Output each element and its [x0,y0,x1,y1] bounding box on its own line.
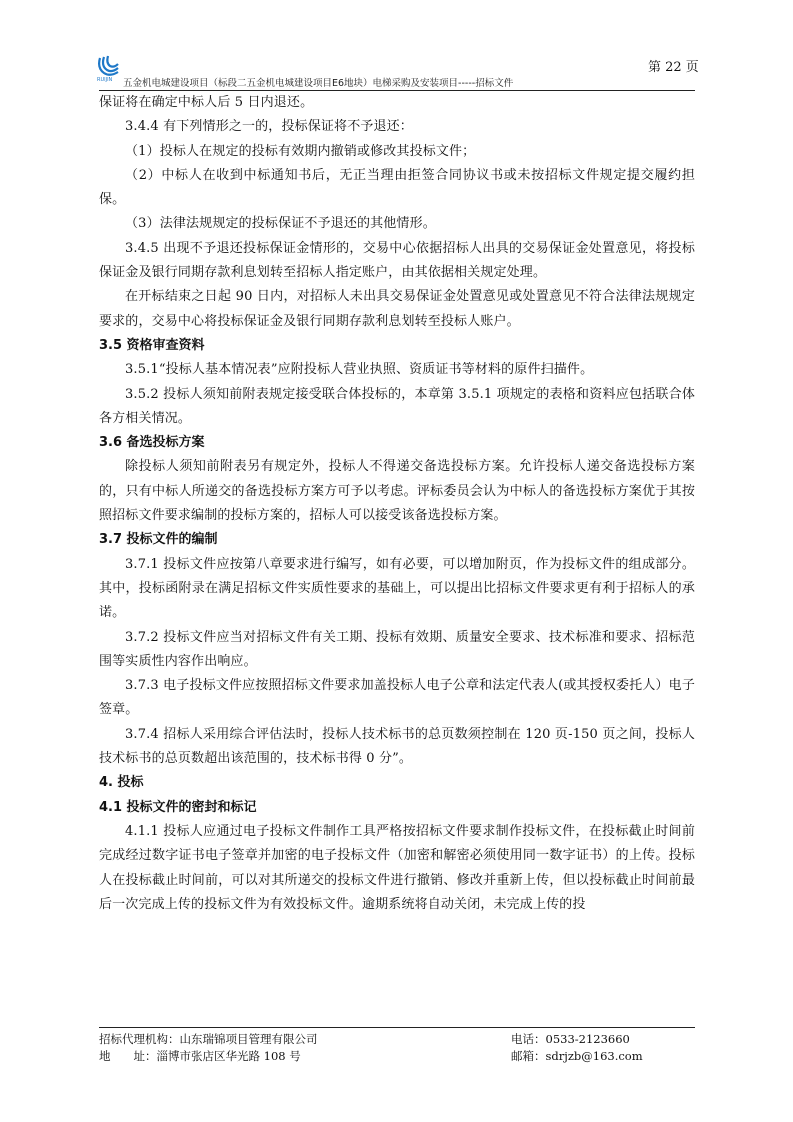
paragraph: 保证将在确定中标人后 5 日内退还。 [99,95,314,110]
paragraph: 在开标结束之日起 90 日内，对招标人未出具交易保证金处置意见或处置意见不符合法律法规规定要求的，交易中心将投标保证金及银行同期存款利息划转至投标人账户。 [99,289,695,329]
paragraph: 3.5.2 投标人须知前附表规定接受联合体投标的，本章第 3.5.1 项规定的表格和资料应包括联合体各方相关情况。 [99,386,695,426]
section-heading: 4. 投标 [99,775,144,791]
section-heading: 4.1 投标文件的密封和标记 [99,799,257,815]
document-header-title: 五金机电城建设项目（标段二五金机电城建设项目E6地块）电梯采购及安装项目-----招标文件 [123,78,514,89]
paragraph: 3.7.4 招标人采用综合评估法时，投标人技术标书的总页数须控制在 120 页-150 页之间，投标人技术标书的总页数超出该范围的，技术标书得 0 分”。 [99,726,695,767]
paragraph: 3.7.2 投标文件应当对招标文件有关工期、投标有效期、质量安全要求、技术标准和要求、招标范围等实质性内容作出响应。 [99,629,695,669]
section-heading: 3.7 投标文件的编制 [99,532,218,548]
company-logo-icon [96,54,122,82]
footer-email: 邮箱：sdrjzb@163.com [511,1049,643,1063]
footer-divider [99,1027,695,1028]
paragraph: 3.4.5 出现不予退还投标保证金情形的，交易中心依据招标人出具的交易保证金处置意见，将投标保证金及银行同期存款利息划转至招标人指定账户，由其依据相关规定处理。 [99,240,695,281]
section-heading: 3.5 资格审查资料 [99,337,205,353]
footer-address: 地 址：淄博市张店区华光路 108 号 [99,1049,301,1063]
footer-agency: 招标代理机构：山东瑞锦项目管理有限公司 [99,1032,318,1046]
document-body [99,91,695,917]
paragraph: 除投标人须知前附表另有规定外，投标人不得递交备选投标方案。允许投标人递交备选投标方案的，只有中标人所递交的备选投标方案方可予以考虑。评标委员会认为中标人的备选投标方案优于其按照招标文件要求编制的投标方案的，招标人可以接受该备选投标方案。 [99,459,695,524]
page-number: 第 22 页 [648,60,699,75]
paragraph: 4.1.1 投标人应通过电子投标文件制作工具严格按招标文件要求制作投标文件，在投标截止时间前完成经过数字证书电子签章并加密的电子投标文件（加密和解密必须使用同一数字证书）的上传。投标人在投标截止时间前，可以对其所递交的投标文件进行撤销、修改并重新上传，但以投标截止时间前最后一次完成上传的投标文件为有效投标文件。逾期系统将自动关闭，未完成上传的投 [99,823,695,912]
paragraph: 3.4.4 有下列情形之一的，投标保证将不予退还： [125,119,413,135]
section-heading: 3.6 备选投标方案 [99,435,205,451]
paragraph: 3.5.1“投标人基本情况表”应附投标人营业执照、资质证书等材料的原件扫描件。 [125,362,594,378]
paragraph: 3.7.3 电子投标文件应按照招标文件要求加盖投标人电子公章和法定代表人(或其授权委托人）电子签章。 [99,678,695,718]
list-item: （3）法律法规规定的投标保证不予退还的其他情形。 [125,216,436,232]
list-item: （1）投标人在规定的投标有效期内撤销或修改其投标文件； [125,143,476,159]
list-item: （2）中标人在收到中标通知书后，无正当理由拒签合同协议书或未按招标文件规定提交履约担保。 [99,167,695,208]
footer-phone: 电话：0533-2123660 [511,1032,630,1046]
logo-text: RUIJIN [97,77,113,82]
paragraph: 3.7.1 投标文件应按第八章要求进行编写，如有必要，可以增加附页，作为投标文件的组成部分。其中，投标函附录在满足招标文件实质性要求的基础上，可以提出比招标文件要求更有利于招标人的承诺。 [99,556,695,621]
